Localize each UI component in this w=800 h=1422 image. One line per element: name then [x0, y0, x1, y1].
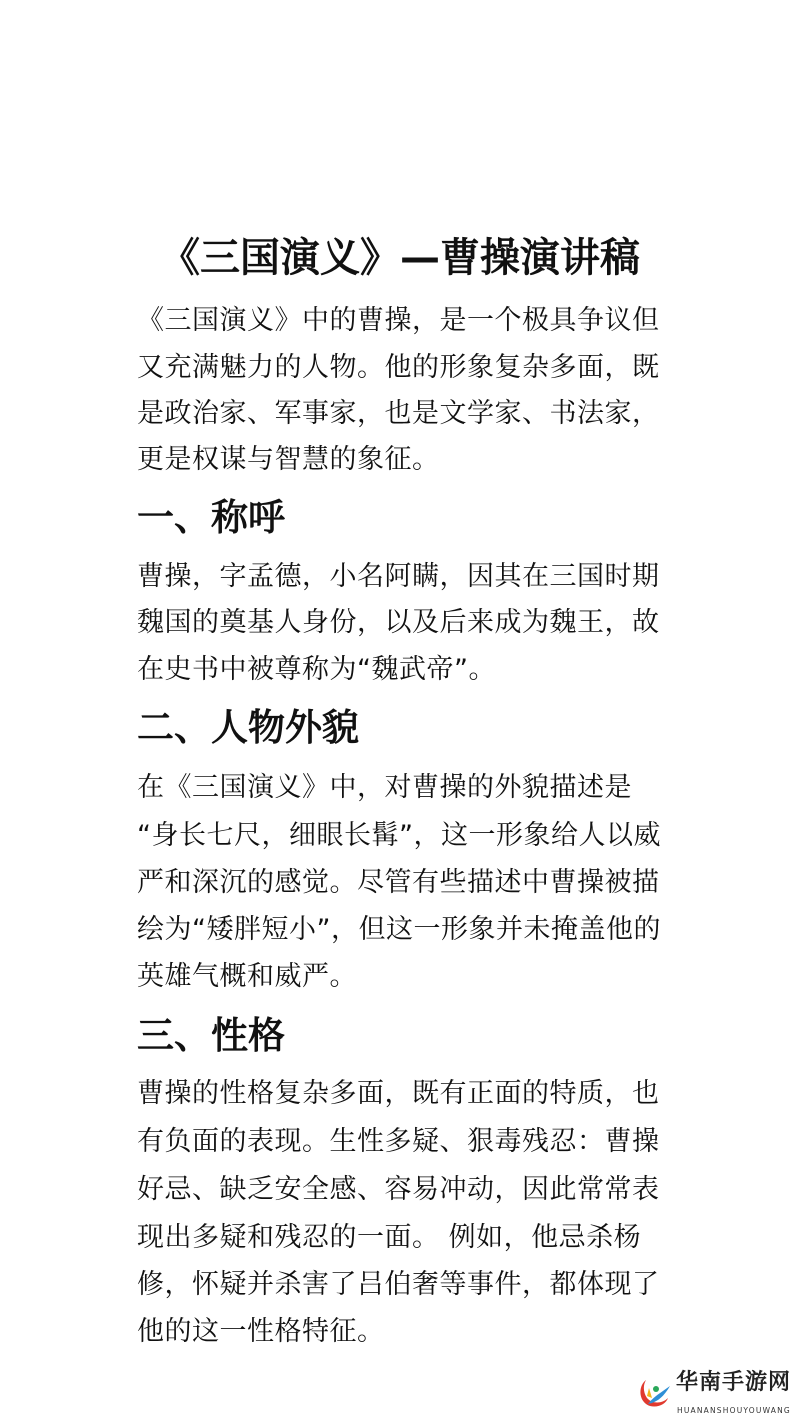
intro-line: 又充满魅力的人物。他的形象复杂多面，既 — [137, 352, 660, 383]
section-line: 曹操，字孟德，小名阿瞒，因其在三国时期 — [137, 561, 660, 592]
section-line: 绘为“矮胖短小”，但这一形象并未掩盖他的 — [137, 914, 661, 945]
section-line: 有负面的表现。生性多疑、狠毒残忍：曹操 — [137, 1126, 660, 1157]
watermark-pinyin: HUANANSHOUYOUWANG — [677, 1406, 791, 1415]
section-line: 现出多疑和残忍的一面。 例如，他忌杀杨 — [137, 1222, 642, 1253]
section-heading: 一、称呼 — [137, 496, 285, 539]
section-line: 英雄气概和威严。 — [137, 961, 357, 992]
section-line: 魏国的奠基人身份，以及后来成为魏王，故 — [137, 607, 660, 638]
section-heading: 二、人物外貌 — [137, 706, 359, 749]
intro-line: 是政治家、军事家，也是文学家、书法家， — [137, 398, 660, 429]
section-line: “身长七尺，细眼长髯”，这一形象给人以威 — [137, 820, 661, 851]
section-line: 曹操的性格复杂多面，既有正面的特质，也 — [137, 1078, 660, 1109]
watermark — [636, 1370, 800, 1420]
section-line: 严和深沉的感觉。尽管有些描述中曹操被描 — [137, 867, 660, 898]
watermark-name: 华南手游网 — [676, 1370, 792, 1395]
intro-line: 《三国演义》中的曹操，是一个极具争议但 — [137, 305, 660, 336]
watermark-logo-icon — [636, 1374, 672, 1410]
section-line: 好忌、缺乏安全感、容易冲动，因此常常表 — [137, 1174, 660, 1205]
section-line: 在《三国演义》中，对曹操的外貌描述是 — [137, 772, 632, 803]
article-title: 《三国演义》—曹操演讲稿 — [160, 235, 640, 281]
intro-line: 更是权谋与智慧的象征。 — [137, 444, 440, 475]
section-heading: 三、性格 — [137, 1014, 285, 1057]
section-line: 修，怀疑并杀害了吕伯奢等事件，都体现了 — [137, 1269, 660, 1300]
section-line: 他的这一性格特征。 — [137, 1316, 385, 1347]
section-line: 在史书中被尊称为“魏武帝”。 — [137, 654, 496, 685]
